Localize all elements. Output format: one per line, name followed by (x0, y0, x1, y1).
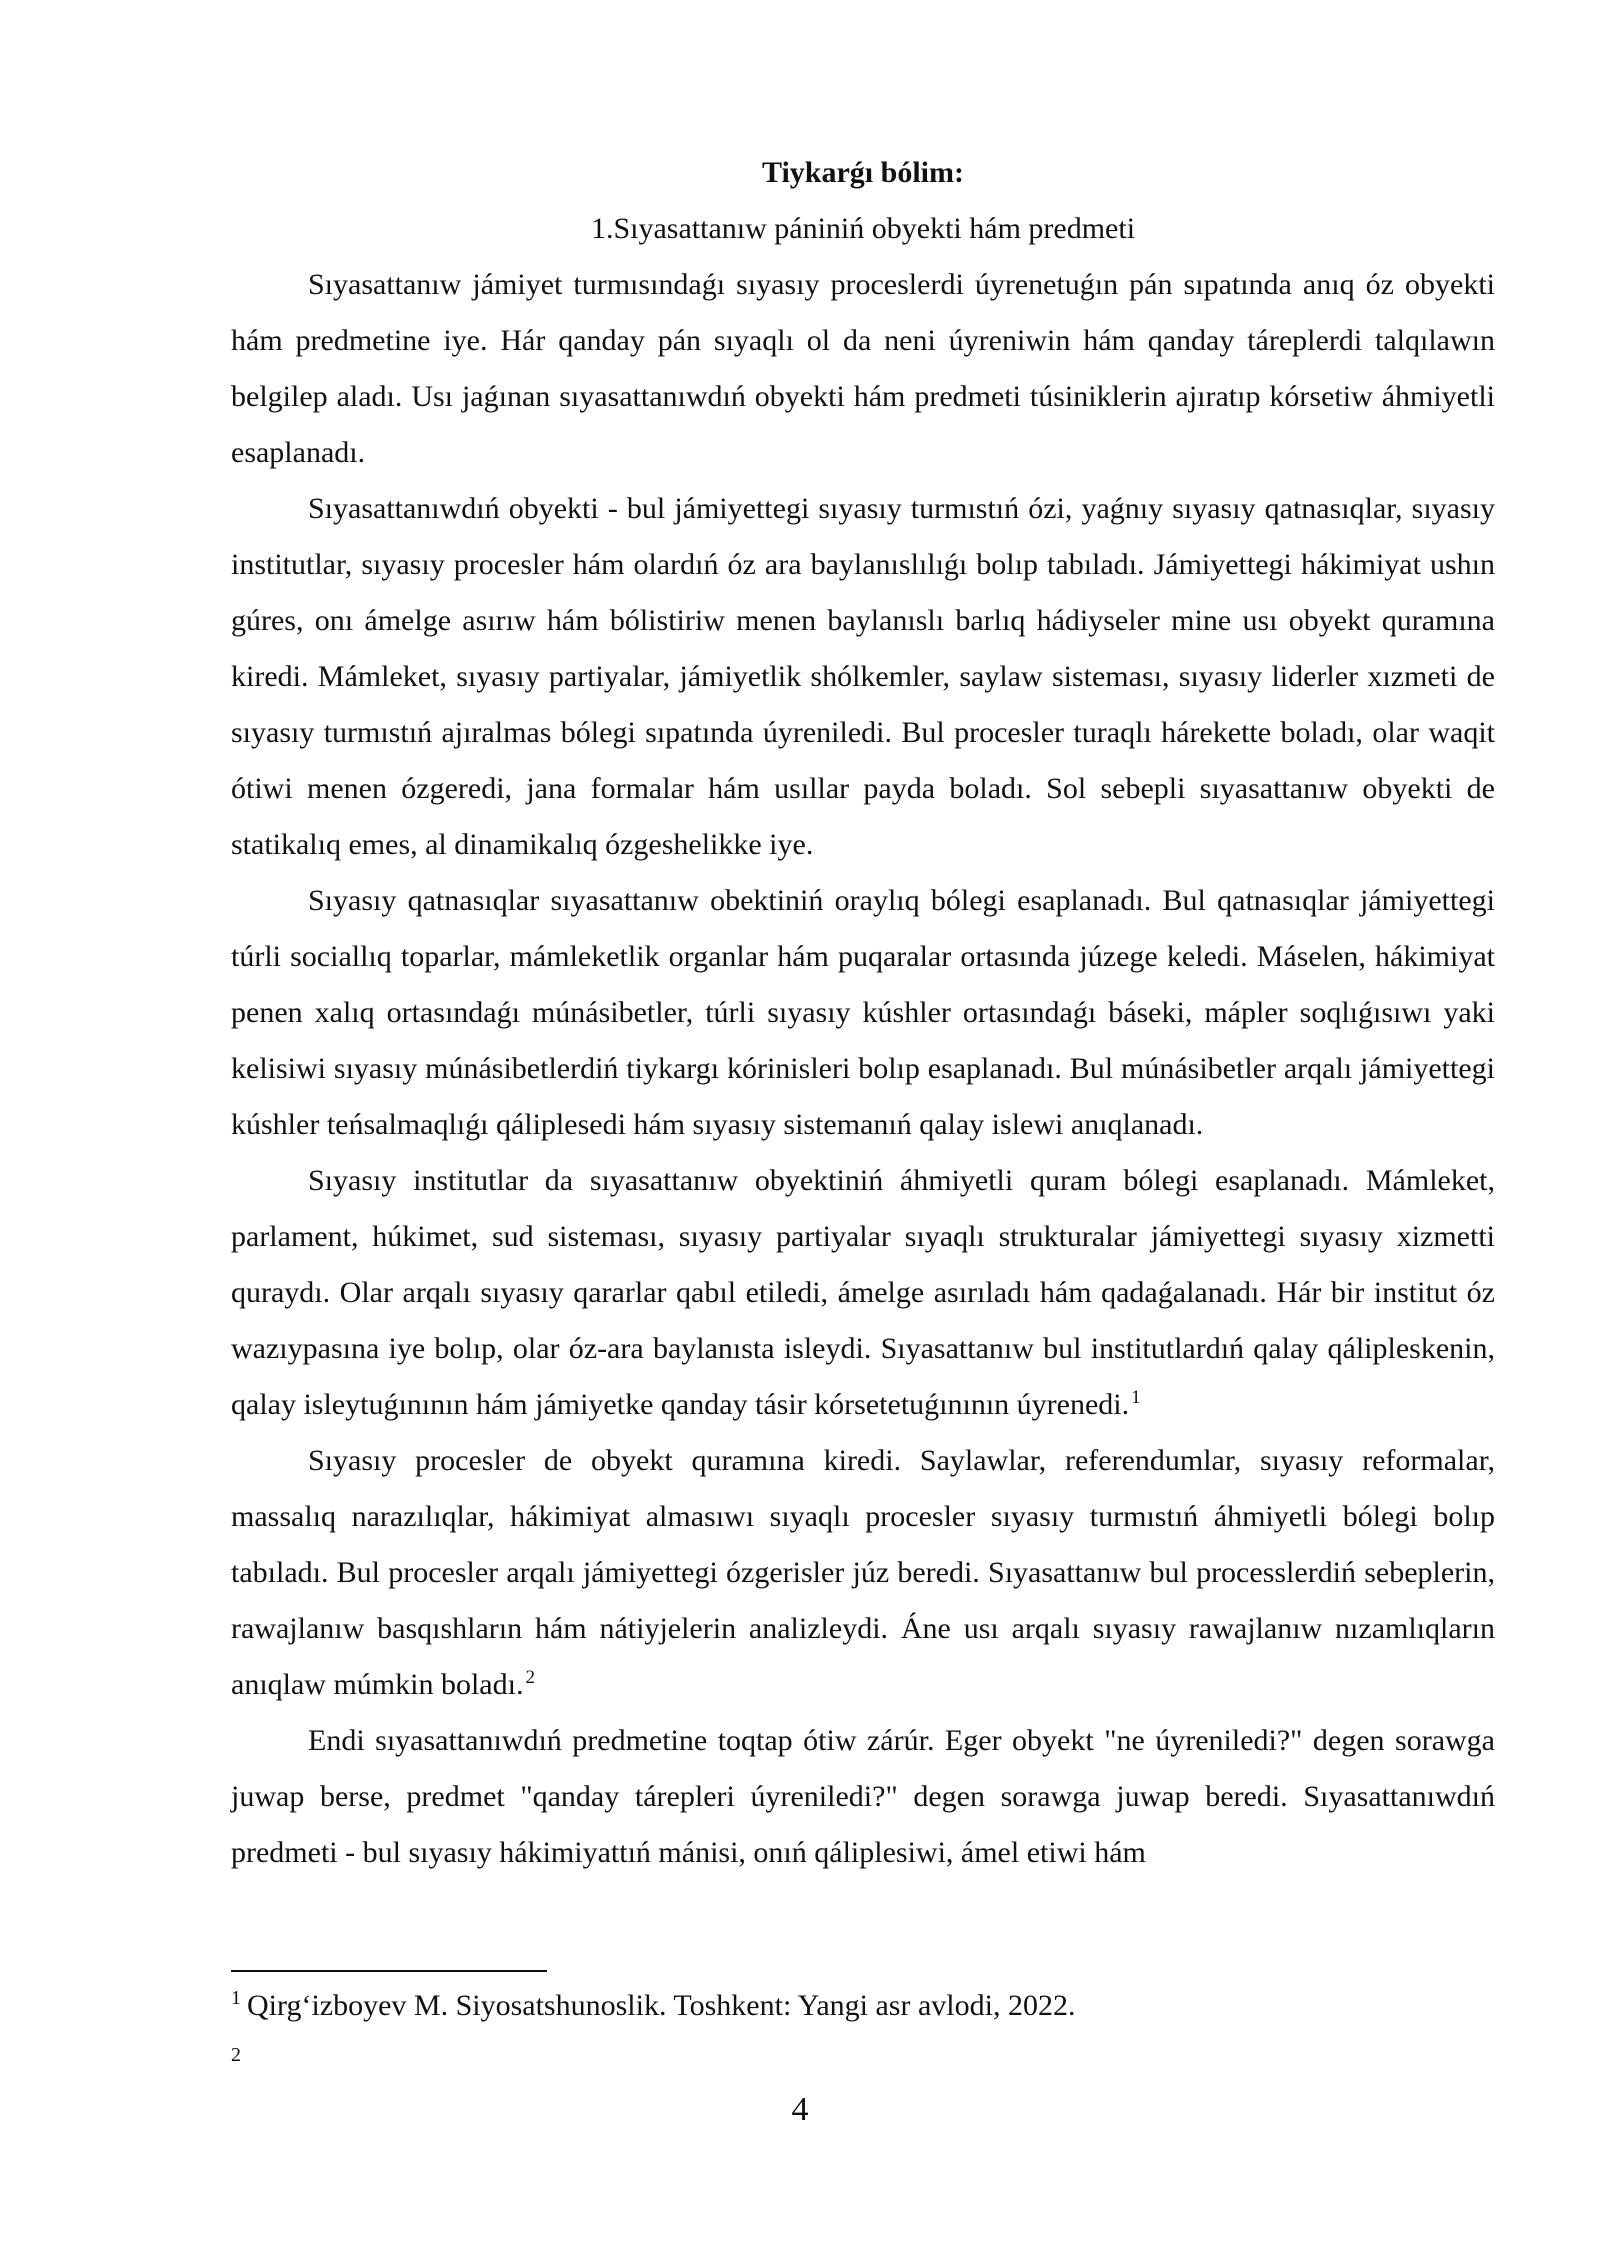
document-body (231, 145, 1495, 1881)
footnote-mark: 1 (231, 1987, 241, 2009)
paragraph-2 (231, 481, 1495, 873)
chapter-subtitle: 1.Sıyasattanıw pániniń obyekti hám predmeti (590, 212, 1136, 245)
footnote-1 (231, 1986, 1495, 2026)
paragraph-6 (231, 1713, 1495, 1881)
footnote-reference-2[interactable]: 2 (525, 1667, 535, 1688)
page-number: 4 (791, 2091, 809, 2128)
section-title: Tiykarǵı bólim: (762, 156, 964, 189)
footnote-reference-1[interactable]: 1 (1131, 1387, 1141, 1408)
footnote-separator (231, 1970, 547, 1972)
paragraph-text: Sıyasattanıw jámiyet turmısındaǵı sıyasıy proceslerdi úyrenetuǵın pán sıpatında anıq óz obyekti hám predmetine iye. Hár qanday pán sıyaqlı ol da neni úyreniwin hám qanday táreplerdi talqılawın belgilep aladı. Usı jaǵınan sıyasattanıwdıń obyekti hám predmeti túsiniklerin ajıratıp kórsetiw áhmiyetli esaplanadı. (231, 268, 1495, 469)
paragraph-1 (231, 257, 1495, 481)
footnote-mark: 2 (231, 2044, 241, 2066)
footnote-2 (231, 2040, 1495, 2070)
paragraph-text: Sıyasattanıwdıń obyekti - bul jámiyettegi sıyasıy turmıstıń ózi, yaǵnıy sıyasıy qatnasıqlar, sıyasıy institutlar, sıyasıy procesler hám olardıń óz ara baylanıslılıǵı bolıp tabıladı. Jámiyettegi hákimiyat ushın gúres, onı ámelge asırıw hám bólistiriw menen baylanıslı barlıq hádiyseler mine usı obyekt quramına kiredi. Mámleket, sıyasıy partiyalar, jámiyetlik shólkemler, saylaw sisteması, sıyasıy liderler xızmeti de sıyasıy turmıstıń ajıralmas bólegi sıpatında úyreniledi. Bul procesler turaqlı hárekette boladı, olar waqit ótiwi menen ózgeredi, jana formalar hám usıllar payda boladı. Sol sebepli sıyasattanıw obyekti de statikalıq emes, al dinamikalıq ózgeshelikke iye. (231, 492, 1495, 861)
paragraph-text: Sıyasıy qatnasıqlar sıyasattanıw obektiniń oraylıq bólegi esaplanadı. Bul qatnasıqlar jámiyettegi túrli sociallıq toparlar, mámleketlik organlar hám puqaralar ortasında júzege keledi. Máselen, hákimiyat penen xalıq ortasındaǵı múnásibetler, túrli sıyasıy kúshler ortasındaǵı báseki, mápler soqlıǵısıwı yaki kelisiwi sıyasıy múnásibetlerdiń tiykargı kórinisleri bolıp esaplanadı. Bul múnásibetler arqalı jámiyettegi kúshler teńsalmaqlıǵı qáliplesedi hám sıyasıy sistemanıń qalay islewi anıqlanadı. (231, 884, 1495, 1141)
paragraph-text: Sıyasıy institutlar da sıyasattanıw obyektiniń áhmiyetli quram bólegi esaplanadı. Mámleket, parlament, húkimet, sud sisteması, sıyasıy partiyalar sıyaqlı strukturalar jámiyettegi sıyasıy xizmetti quraydı. Olar arqalı sıyasıy qararlar qabıl etiledi, ámelge asırıladı hám qadaǵalanadı. Hár bir institut óz wazıypasına iye bolıp, olar óz-ara baylanısta isleydi. Sıyasattanıw bul institutlardıń qalay qálipleskenin, qalay isleytuǵınının hám jámiyetke qanday tásir kórsetetuǵınının úyrenedi. (231, 1164, 1495, 1421)
paragraph-text: Endi sıyasattanıwdıń predmetine toqtap ótiw zárúr. Eger obyekt "ne úyreniledi?" degen sorawga juwap berse, predmet "qanday tárepleri úyreniledi?" degen sorawga juwap beredi. Sıyasattanıwdıń predmeti - bul sıyasıy hákimiyattıń mánisi, onıń qáliplesiwi, ámel etiwi hám (231, 1724, 1495, 1869)
paragraph-text: Sıyasıy procesler de obyekt quramına kiredi. Saylawlar, referendumlar, sıyasıy reformalar, massalıq narazılıqlar, hákimiyat almasıwı sıyaqlı procesler sıyasıy turmıstıń áhmiyetli bólegi bolıp tabıladı. Bul procesler arqalı jámiyettegi ózgerisler júz beredi. Sıyasattanıw bul processlerdiń sebeplerin, rawajlanıw basqıshların hám nátiyjelerin analizleydi. Áne usı arqalı sıyasıy rawajlanıw nızamlıqların anıqlaw múmkin boladı. (231, 1444, 1495, 1701)
paragraph-5 (231, 1433, 1495, 1713)
paragraph-3 (231, 873, 1495, 1153)
footnotes (231, 1970, 1495, 2070)
paragraph-4 (231, 1153, 1495, 1433)
footnote-text: Qirg‘izboyev M. Siyosatshunoslik. Toshkent: Yangi asr avlodi, 2022. (247, 1989, 1076, 2022)
